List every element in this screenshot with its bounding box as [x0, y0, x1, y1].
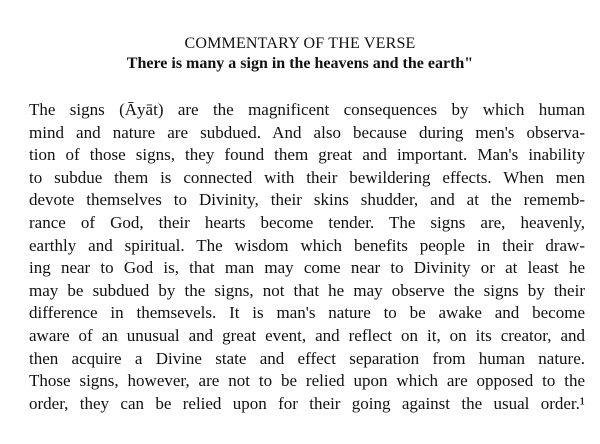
text-line: to subdue them is connected with their bewildering effects. When men — [29, 167, 585, 187]
text-line: difference in themsevels. It is man's nature to be awake and become — [29, 303, 585, 323]
text-line: then acquire a Divine state and effect separation from human nature. — [29, 348, 585, 368]
text-line: may be subdued by the signs, not that he may observe the signs by their — [29, 280, 585, 300]
text-line: order, they can be relied upon for their going against the usual order.¹ — [29, 393, 585, 413]
text-line: The signs (Āyāt) are the magnificent consequences by which human — [29, 100, 585, 119]
page-subheading: There is many a sign in the heavens and the earth" — [126, 55, 474, 72]
text-line: earthly and spiritual. The wisdom which benefits people in their draw- — [29, 235, 585, 255]
text-line: aware of an unusual and great event, and reflect on it, on its creator, and — [29, 325, 585, 345]
commentary-paragraph — [29, 99, 585, 415]
text-line: Those signs, however, are not to be relied upon which are opposed to the — [29, 371, 585, 391]
text-line: tion of those signs, they found them great and important. Man's inability — [29, 145, 585, 165]
text-line: mind and nature are subdued. And also because during men's observa- — [29, 122, 585, 142]
text-line: devote themselves to Divinity, their skins shudder, and at the rememb- — [29, 190, 585, 210]
page-heading: COMMENTARY OF THE VERSE — [184, 35, 416, 52]
text-line: rance of God, their hearts become tender. The signs are, heavenly, — [29, 212, 585, 232]
text-line: ing near to God is, that man may come near to Divinity or at least he — [29, 258, 585, 278]
